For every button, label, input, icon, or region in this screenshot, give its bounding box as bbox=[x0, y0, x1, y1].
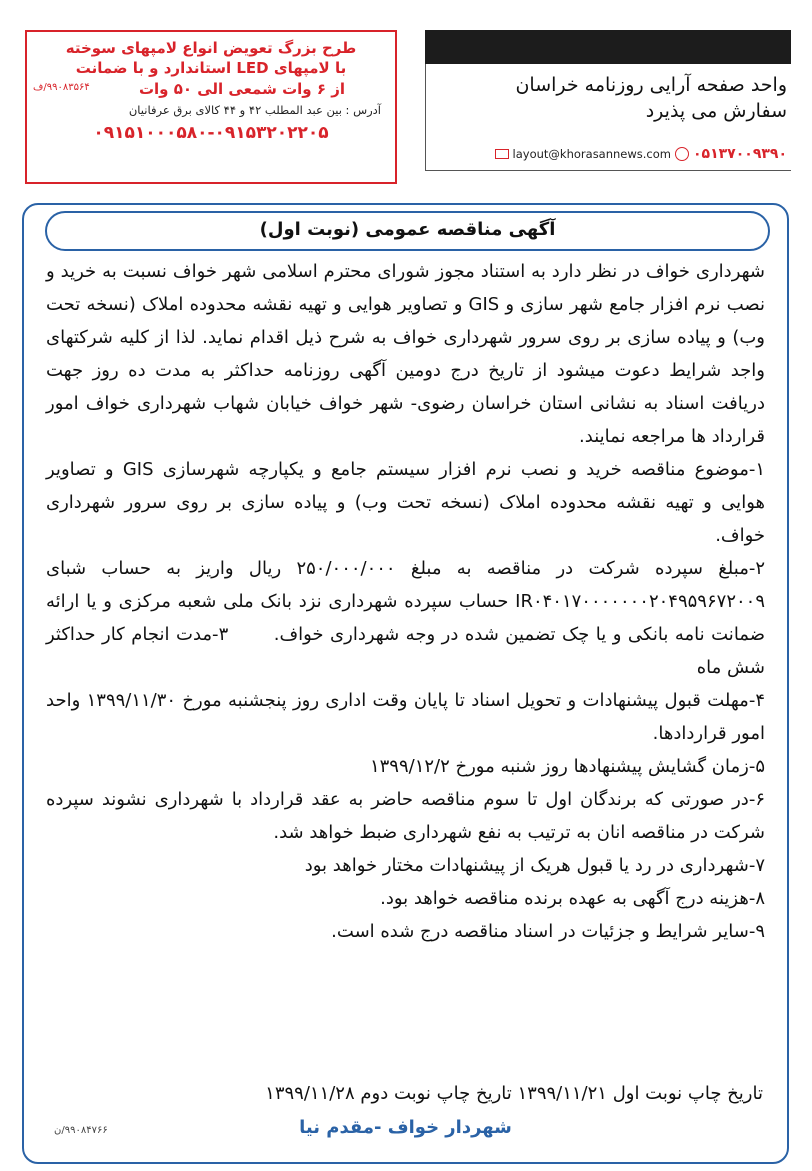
notice-item-7: ۷-شهرداری در رد یا قبول هریک از پیشنهادات مختار خواهد بود bbox=[304, 855, 765, 876]
layout-ad-line1: واحد صفحه آرایی روزنامه خراسان bbox=[515, 74, 787, 96]
notice-item-1: ۱-موضوع مناقصه خرید و نصب نرم افزار سیستم جامع و یکپارچه شهرسازی GIS و تصاویر هوایی و تهیه نقشه محدوده املاک (نسخه تحت وب) و پیاده سازی بر روی سرور شهرداری خواف. bbox=[46, 459, 766, 546]
mail-icon bbox=[495, 149, 509, 159]
lamp-ad-address: آدرس : بین عبد المطلب ۴۲ و ۴۴ کالای برق عرفانیان bbox=[128, 103, 381, 117]
notice-item-8: ۸-هزینه درج آگهی به عهده برنده مناقصه خواهد بود. bbox=[380, 888, 765, 909]
lamp-ad-wattage: از ۶ وات شمعی الی ۵۰ وات bbox=[138, 80, 345, 98]
notice-item-6: ۶-در صورتی که برندگان اول تا سوم مناقصه حاضر به عقد قرارداد با شهرداری نشوند سپرده شرکت در مناقصه انان به ترتیب به نفع شهرداری ضبط خواهد شد. bbox=[46, 789, 765, 843]
phone-icon bbox=[675, 147, 689, 161]
notice-item-4: ۴-مهلت قبول پیشنهادات و تحویل اسناد تا پایان وقت اداری روز پنجشنبه مورخ ۱۳۹۹/۱۱/۳۰ واحد امور قراردادها. bbox=[46, 690, 765, 744]
layout-service-advertisement bbox=[425, 30, 791, 171]
layout-ad-box bbox=[425, 64, 791, 171]
notice-item-9: ۹-سایر شرایط و جزئیات در اسناد مناقصه درج شده است. bbox=[331, 921, 765, 942]
print-dates: تاریخ چاپ نوبت اول ۱۳۹۹/۱۱/۲۱ تاریخ چاپ نوبت دوم ۱۳۹۹/۱۱/۲۸ bbox=[265, 1083, 763, 1104]
lamp-ad-phones: ۰۹۱۵۱۰۰۰۵۸۰-۰۹۱۵۳۲۰۲۲۰۵ bbox=[93, 123, 329, 143]
notice-intro: شهرداری خواف در نظر دارد به استناد مجوز شورای محترم اسلامی شهر خواف نسبت به خرید و نصب نرم افزار جامع شهر سازی و GIS و تصاویر هوایی و تهیه نقشه محدوده املاک (نسخه تحت وب) و پیاده سازی بر روی سرور شهرداری خواف به شرح ذیل اقدام نماید. لذا از کلیه شرکتهای واجد شرایط دعوت میشود از تاریخ درج دومین آگهی روزنامه حداکثر به مدت ده روز جهت دریافت اسناد به نشانی استان خراسان رضوی- شهر خواف خیابان شهاب شهرداری خواف امور قرارداد ها مراجعه نمایند. bbox=[46, 261, 766, 447]
notice-title: آگهی مناقصه عمومی (نوبت اول) bbox=[45, 211, 770, 251]
lamp-ad-code: ۹۹۰۸۳۵۶۴/ف bbox=[33, 82, 90, 93]
layout-ad-line2: سفارش می پذیرد bbox=[645, 100, 787, 122]
lamp-ad-headline: طرح بزرگ تعویض انواع لامپهای سوخته bbox=[65, 39, 357, 57]
lamp-advertisement bbox=[25, 30, 397, 184]
layout-ad-email[interactable]: layout@khorasannews.com bbox=[512, 147, 671, 161]
layout-ad-contact bbox=[495, 146, 787, 162]
layout-ad-phone: ۰۵۱۳۷۰۰۹۳۹۰ bbox=[693, 146, 787, 162]
notice-body bbox=[46, 255, 765, 948]
mayor-signature: شهردار خواف -مقدم نیا bbox=[299, 1117, 512, 1138]
black-header-bar bbox=[425, 30, 791, 64]
lamp-ad-subheadline: با لامپهای LED استاندارد و با ضمانت bbox=[75, 59, 347, 77]
notice-item-5: ۵-زمان گشایش پیشنهادها روز شنبه مورخ ۱۳۹۹/۱۲/۲ bbox=[369, 756, 765, 777]
notice-item-2-text: ۲-مبلغ سپرده شرکت در مناقصه به مبلغ ۲۵۰/۰۰۰/۰۰۰ ریال واریز به حساب شبای IR۰۴۰۱۷۰۰۰۰۰۰۰۲۰۴۹۵۹۶۷۲۰۰۹ حساب سپرده شهرداری نزد بانک ملی شعبه مرکزی و یا ارائه ضمانت نامه بانکی و یا چک تضمین شده در وجه شهرداری خواف. bbox=[46, 558, 766, 645]
notice-code: ۹۹۰۸۴۷۶۶/ن bbox=[54, 1125, 108, 1136]
tender-notice bbox=[22, 203, 789, 1164]
notice-item-2 bbox=[46, 552, 765, 684]
notice-item-3: ۳-مدت انجام کار حداکثر شش ماه bbox=[46, 624, 765, 678]
